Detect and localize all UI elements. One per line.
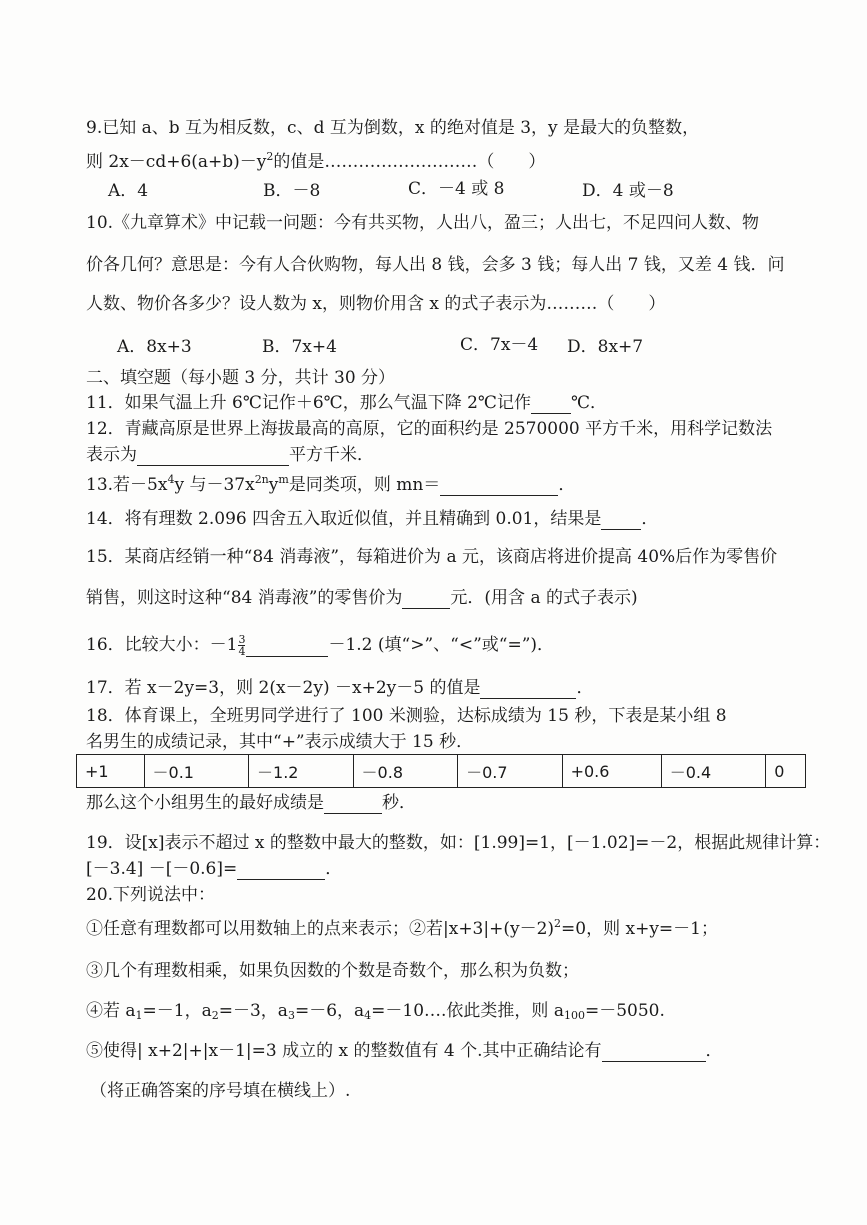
q10-line1: 10.《九章算术》中记载一问题：今有共买物，人出八，盈三；人出七，不足四问人数、物 bbox=[86, 213, 760, 233]
q10-line2: 价各几何？意思是：今有人合伙购物，每人出 8 钱，会多 3 钱；每人出 7 钱，又差 4 钱．问 bbox=[86, 255, 785, 275]
q11-unit: ℃． bbox=[570, 393, 607, 413]
q11-answer-blank[interactable] bbox=[531, 395, 571, 414]
q17 bbox=[86, 677, 593, 699]
q12-line1: 12．青藏高原是世界上海拔最高的高原，它的面积约是 2570000 平方千米，用科学记数法 bbox=[86, 419, 773, 439]
q20-s1-text: ①任意有理数都可以用数轴上的点来表示；②若|x+3|+(y－2) bbox=[86, 919, 555, 939]
q10-option-b: B．7x+4 bbox=[262, 337, 337, 357]
q16 bbox=[86, 634, 554, 657]
q14-end: ． bbox=[641, 509, 659, 529]
q10-option-c: C．7x－4 bbox=[460, 335, 539, 355]
q20-s1-tail: =0，则 x+y=－1； bbox=[561, 919, 718, 939]
q19-line1: 19．设[x]表示不超过 x 的整数中最大的整数，如：[1.99]=1，[－1.02]=－2，根据此规律计算： bbox=[86, 833, 831, 853]
q20-s4-part: ④若 a bbox=[86, 1001, 136, 1021]
q10-line3: 人数、物价各多少？设人数为 x，则物价用含 x 的式子表示为………（ ） bbox=[86, 294, 666, 314]
table-cell: －0.7 bbox=[458, 755, 563, 788]
q9-line2 bbox=[86, 151, 545, 173]
q9-line1: 9.已知 a、b 互为相反数，c、d 互为倒数，x 的绝对值是 3，y 是最大的负整数， bbox=[86, 118, 700, 138]
q18-answer-blank[interactable] bbox=[324, 795, 382, 814]
table-cell: 0 bbox=[766, 755, 806, 788]
q20-s4-part: =－10….依此类推，则 a bbox=[371, 1001, 564, 1021]
q13-term1: 13.若－5x bbox=[86, 475, 168, 495]
q20-s4-sub: 100 bbox=[563, 1009, 585, 1022]
q15-prefix: 销售，则这时这种“84 消毒液”的零售价为 bbox=[86, 588, 403, 608]
q13 bbox=[86, 474, 575, 496]
q20-title: 20.下列说法中： bbox=[86, 885, 216, 905]
q20-statement-5 bbox=[86, 1040, 723, 1062]
q13-end: ． bbox=[558, 475, 576, 495]
q18-line1: 18．体育课上，全班男同学进行了 100 米测验，达标成绩为 15 秒，下表是某小组 8 bbox=[86, 706, 727, 726]
q15-answer-blank[interactable] bbox=[402, 590, 450, 609]
section-heading: 二、填空题（每小题 3 分，共计 30 分） bbox=[86, 368, 396, 388]
q9-option-c: C．－4 或 8 bbox=[408, 179, 505, 199]
q12-unit: 平方千米． bbox=[289, 445, 374, 465]
q10-option-a: A．8x+3 bbox=[117, 337, 192, 357]
table-cell: －1.2 bbox=[249, 755, 354, 788]
q16-tail: －1.2 (填“>”、“<”或“=”)． bbox=[328, 635, 555, 655]
table-cell: +0.6 bbox=[562, 755, 661, 788]
q17-text: 17．若 x－2y=3，则 2(x－2y) －x+2y－5 的值是 bbox=[86, 678, 481, 698]
q16-fraction bbox=[238, 634, 245, 657]
q20-statement-3: ③几个有理数相乘，如果负因数的个数是奇数个，那么积为负数； bbox=[86, 961, 579, 981]
q20-s4-part: =－5050. bbox=[584, 1001, 665, 1021]
q20-s1-exponent: 2 bbox=[554, 917, 562, 930]
table-row bbox=[77, 755, 806, 788]
q20-s4-sub: 2 bbox=[211, 1009, 219, 1022]
q18-score-table bbox=[76, 754, 806, 788]
q19-end: ． bbox=[325, 859, 343, 879]
q17-end: ． bbox=[576, 678, 594, 698]
q18-text: 那么这个小组男生的最好成绩是 bbox=[86, 793, 324, 813]
q13-exp2: 2n bbox=[254, 473, 269, 486]
q14-answer-blank[interactable] bbox=[601, 511, 641, 530]
q11-text: 11．如果气温上升 6℃记作＋6℃，那么气温下降 2℃记作 bbox=[86, 393, 531, 413]
q20-s4-sub: 4 bbox=[364, 1009, 372, 1022]
q20-s4-sub: 1 bbox=[135, 1009, 143, 1022]
q13-exp3: m bbox=[278, 473, 289, 486]
q18-line2: 名男生的成绩记录，其中“+”表示成绩大于 15 秒． bbox=[86, 732, 474, 752]
q12-answer-blank[interactable] bbox=[137, 447, 289, 466]
q20-s4-part: =－1，a bbox=[142, 1001, 212, 1021]
q17-answer-blank[interactable] bbox=[480, 680, 576, 699]
q20-note: （将正确答案的序号填在横线上）. bbox=[90, 1081, 351, 1101]
q13-exp1: 4 bbox=[167, 473, 175, 486]
q16-numerator: 3 bbox=[238, 633, 246, 646]
q19-expr: [－3.4] －[－0.6]= bbox=[86, 859, 238, 879]
q10-option-d: D．8x+7 bbox=[567, 337, 644, 357]
q16-denominator: 4 bbox=[238, 645, 246, 658]
q13-answer-blank[interactable] bbox=[440, 477, 558, 496]
q20-statement-4 bbox=[86, 1000, 665, 1022]
q9-exponent: 2 bbox=[266, 150, 274, 163]
q20-s5-text: ⑤使得| x+2|+|x－1|=3 成立的 x 的整数值有 4 个.其中正确结论有 bbox=[86, 1041, 602, 1061]
q20-statement-1-2 bbox=[86, 918, 718, 940]
q11 bbox=[86, 392, 607, 414]
q9-option-b: B．－8 bbox=[263, 181, 321, 201]
table-cell: +1 bbox=[77, 755, 145, 788]
q15-tail: 元．(用含 a 的式子表示) bbox=[450, 588, 638, 608]
q9-option-a: A．4 bbox=[108, 181, 149, 201]
q20-answer-blank[interactable] bbox=[602, 1043, 706, 1062]
q20-s4-part: =－6，a bbox=[294, 1001, 365, 1021]
q13-term2: y 与－37x bbox=[174, 475, 255, 495]
q13-term3: y bbox=[268, 475, 279, 495]
q12-prefix: 表示为 bbox=[86, 445, 137, 465]
table-cell: －0.8 bbox=[353, 755, 458, 788]
q14-text: 14．将有理数 2.096 四舍五入取近似值，并且精确到 0.01，结果是 bbox=[86, 509, 602, 529]
q20-s4-sub: 3 bbox=[287, 1009, 295, 1022]
table-cell: －0.4 bbox=[661, 755, 766, 788]
q19-answer-blank[interactable] bbox=[237, 861, 325, 880]
q19-line2 bbox=[86, 858, 342, 880]
q16-text: 16．比较大小：－1 bbox=[86, 635, 238, 655]
q16-answer-blank[interactable] bbox=[246, 638, 328, 657]
q20-s4-part: =－3，a bbox=[218, 1001, 288, 1021]
q18-question bbox=[86, 792, 416, 814]
q9-tail: 的值是………………………（ ） bbox=[273, 152, 546, 172]
table-cell: －0.1 bbox=[144, 755, 249, 788]
q9-expr: 则 2x－cd+6(a+b)－y bbox=[86, 152, 267, 172]
q15-line1: 15．某商店经销一种“84 消毒液”，每箱进价为 a 元，该商店将进价提高 40%后作为零售价 bbox=[86, 547, 778, 567]
q9-option-d: D．4 或－8 bbox=[582, 181, 674, 201]
q15-line2 bbox=[86, 587, 638, 609]
q12-line2 bbox=[86, 444, 374, 466]
q18-unit: 秒． bbox=[382, 793, 416, 813]
q20-s5-end: ． bbox=[705, 1041, 723, 1061]
q13-tail: 是同类项，则 mn＝ bbox=[288, 475, 441, 495]
q14 bbox=[86, 508, 658, 530]
